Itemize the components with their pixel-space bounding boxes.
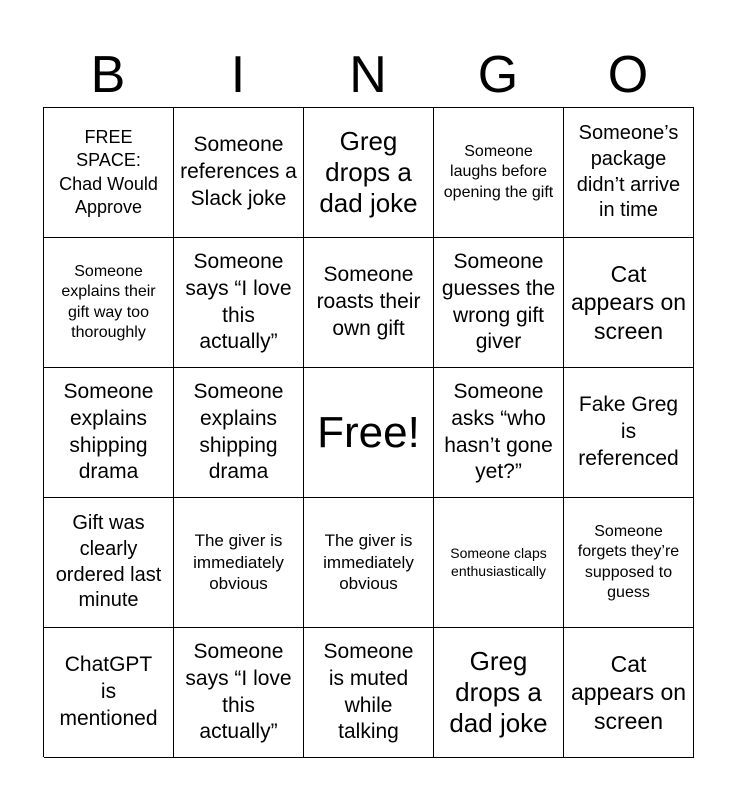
cell-text: Someone says “I love this actually” xyxy=(185,249,292,354)
cell-text: FREE SPACE: Chad Would Approve xyxy=(59,127,158,217)
bingo-cell[interactable] xyxy=(44,498,174,628)
bingo-cell[interactable] xyxy=(434,628,564,758)
bingo-cell[interactable] xyxy=(564,108,694,238)
cell-text: Someone asks “who hasn’t gone yet?” xyxy=(444,379,553,484)
bingo-cell[interactable] xyxy=(174,238,304,368)
cell-text: Someone explains shipping drama xyxy=(63,379,154,484)
cell-text: Someone references a Slack joke xyxy=(180,133,297,210)
cell-text: The giver is immediately obvious xyxy=(323,530,414,594)
cell-text: Someone roasts their own gift xyxy=(316,263,421,340)
cell-text: Someone explains shipping drama xyxy=(193,379,284,484)
bingo-cell[interactable] xyxy=(304,238,434,368)
header-letter-g: G xyxy=(477,46,519,104)
cell-text: Someone forgets they’re supposed to guess xyxy=(577,522,680,601)
cell-text: Someone says “I love this actually” xyxy=(185,639,292,744)
bingo-cell[interactable] xyxy=(44,238,174,368)
bingo-cell[interactable] xyxy=(434,238,564,368)
header-letter-i: I xyxy=(230,46,246,104)
cell-text: Cat appears on screen xyxy=(570,261,687,344)
cell-text: Someone’s package didn’t arrive in time xyxy=(576,122,681,222)
bingo-cell[interactable] xyxy=(564,498,694,628)
free-space-cell[interactable] xyxy=(304,368,434,498)
bingo-board xyxy=(43,107,694,757)
bingo-cell[interactable] xyxy=(304,498,434,628)
cell-text: ChatGPT is mentioned xyxy=(59,653,158,730)
bingo-header xyxy=(43,44,693,106)
bingo-cell[interactable] xyxy=(564,238,694,368)
header-letter-b: B xyxy=(90,46,126,104)
bingo-cell[interactable] xyxy=(174,368,304,498)
bingo-cell[interactable] xyxy=(44,368,174,498)
cell-text: Greg drops a dad joke xyxy=(319,125,418,219)
bingo-cell[interactable] xyxy=(44,628,174,758)
bingo-cell[interactable] xyxy=(564,628,694,758)
cell-text: Cat appears on screen xyxy=(570,651,687,734)
cell-text: Someone is muted while talking xyxy=(323,639,414,744)
cell-text: Someone guesses the wrong gift giver xyxy=(441,249,556,354)
bingo-cell[interactable] xyxy=(434,368,564,498)
cell-text: Fake Greg is referenced xyxy=(578,393,679,470)
bingo-cell[interactable] xyxy=(434,108,564,238)
bingo-cell[interactable] xyxy=(174,108,304,238)
cell-text: Someone explains their gift way too thoroughly xyxy=(61,262,156,341)
bingo-cell[interactable] xyxy=(174,498,304,628)
cell-text: Someone laughs before opening the gift xyxy=(443,142,554,201)
cell-text: Someone claps enthusiastically xyxy=(450,544,547,579)
cell-text: Greg drops a dad joke xyxy=(449,645,548,739)
cell-text: Gift was clearly ordered last minute xyxy=(55,512,162,612)
bingo-cell[interactable] xyxy=(564,368,694,498)
bingo-cell[interactable] xyxy=(304,628,434,758)
bingo-cell[interactable] xyxy=(304,108,434,238)
bingo-cell[interactable] xyxy=(174,628,304,758)
cell-text: The giver is immediately obvious xyxy=(193,530,284,594)
free-space-text: Free! xyxy=(317,407,420,457)
bingo-cell[interactable] xyxy=(44,108,174,238)
header-letter-o: O xyxy=(607,46,649,104)
header-letter-n: N xyxy=(349,46,387,104)
bingo-cell[interactable] xyxy=(434,498,564,628)
